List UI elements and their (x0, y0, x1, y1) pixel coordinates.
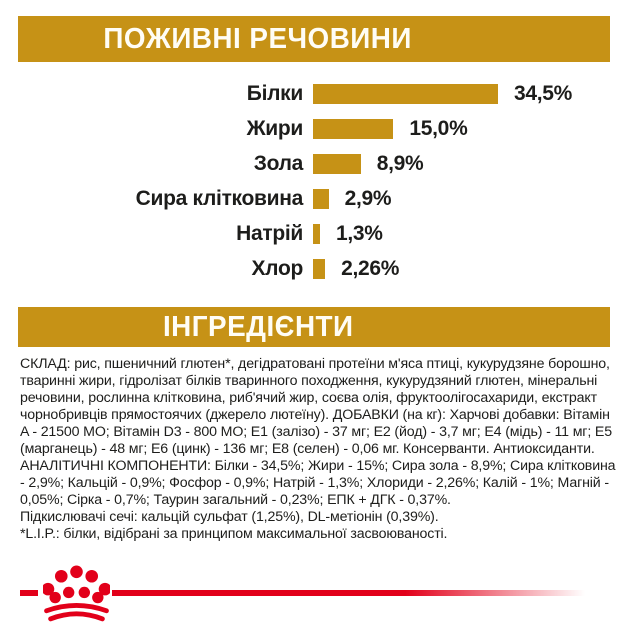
chart-value-label: 34,5% (514, 81, 573, 105)
nutrients-header-bar (18, 16, 610, 62)
chart-bar (313, 84, 498, 104)
chart-bar (313, 189, 329, 209)
chart-category-label: Хлор (251, 256, 303, 280)
ingredients-paragraph: АНАЛІТИЧНІ КОМПОНЕНТИ: Білки - 34,5%; Жири - 15%; Сира зола - 8,9%; Сира клітковина - 2,9%; Кальцій - 0,9%; Фосфор - 0,9%; Натрій - 1,3%; Хлориди - 2,26%; Калій - 1%; Магній - 0,05%; Сірка - 0,7%; Таурин загальний - 0,23%; ЕПК + ДГК - 0,37%. (20, 458, 616, 508)
chart-category-label: Жири (246, 116, 303, 140)
chart-category-label: Натрій (236, 221, 303, 245)
ingredients-header-bar (18, 307, 610, 347)
ingredients-header-title: ІНГРЕДІЄНТИ (162, 310, 354, 343)
brand-line-left (20, 590, 38, 596)
chart-bar (313, 224, 320, 244)
chart-value-label: 2,9% (344, 186, 392, 210)
brand-line-right (112, 590, 585, 596)
chart-category-label: Зола (253, 151, 303, 175)
chart-value-label: 8,9% (376, 151, 424, 175)
ingredients-text (20, 356, 622, 543)
chart-bar (313, 259, 325, 279)
nutrients-chart (0, 76, 637, 286)
ingredients-paragraph: *L.I.P.: білки, відібрані за принципом максимальної засвоюваності. (20, 526, 448, 542)
chart-row (0, 146, 637, 181)
chart-row (0, 181, 637, 216)
chart-category-label: Білки (246, 81, 303, 105)
chart-row (0, 76, 637, 111)
nutrients-header-title: ПОЖИВНІ РЕЧОВИНИ (103, 22, 413, 55)
ingredients-paragraph: Підкислювачі сечі: кальцій сульфат (1,25%), DL-метіонін (0,39%). (20, 509, 439, 525)
royal-canin-crown-icon (43, 564, 110, 623)
chart-value-label: 15,0% (409, 116, 468, 140)
chart-bar (313, 154, 361, 174)
chart-bar (313, 119, 393, 139)
chart-value-label: 1,3% (336, 221, 383, 245)
chart-value-label: 2,26% (341, 256, 400, 280)
chart-row (0, 111, 637, 146)
brand-logo-row (0, 560, 637, 630)
ingredients-paragraph: СКЛАД: рис, пшеничний глютен*, дегідратовані протеїни м'яса птиці, кукурудзяне борошно, тваринні жири, гідролізат білків тваринного походження, кукурудзяний глютен, мінеральні речовини, рослинна клітковина, риб'ячий жир, соєва олія, фруктоолігосахариди, екстракт чорнобривців прямостоячих (джерело лютеїну). ДОБАВКИ (на кг): Харчові добавки: Вітамін A - 21500 МО; Вітамін D3 - 800 МО; E1 (залізо) - 37 мг; E2 (йод) - 3,7 мг; E4 (мідь) - 11 мг; E5 (марганець) - 48 мг; E6 (цинк) - 136 мг; E8 (селен) - 0,06 мг. Консерванти. Антиоксиданти. (20, 356, 612, 457)
chart-row (0, 216, 637, 251)
chart-category-label: Сира клітковина (135, 186, 303, 210)
chart-row (0, 251, 637, 286)
